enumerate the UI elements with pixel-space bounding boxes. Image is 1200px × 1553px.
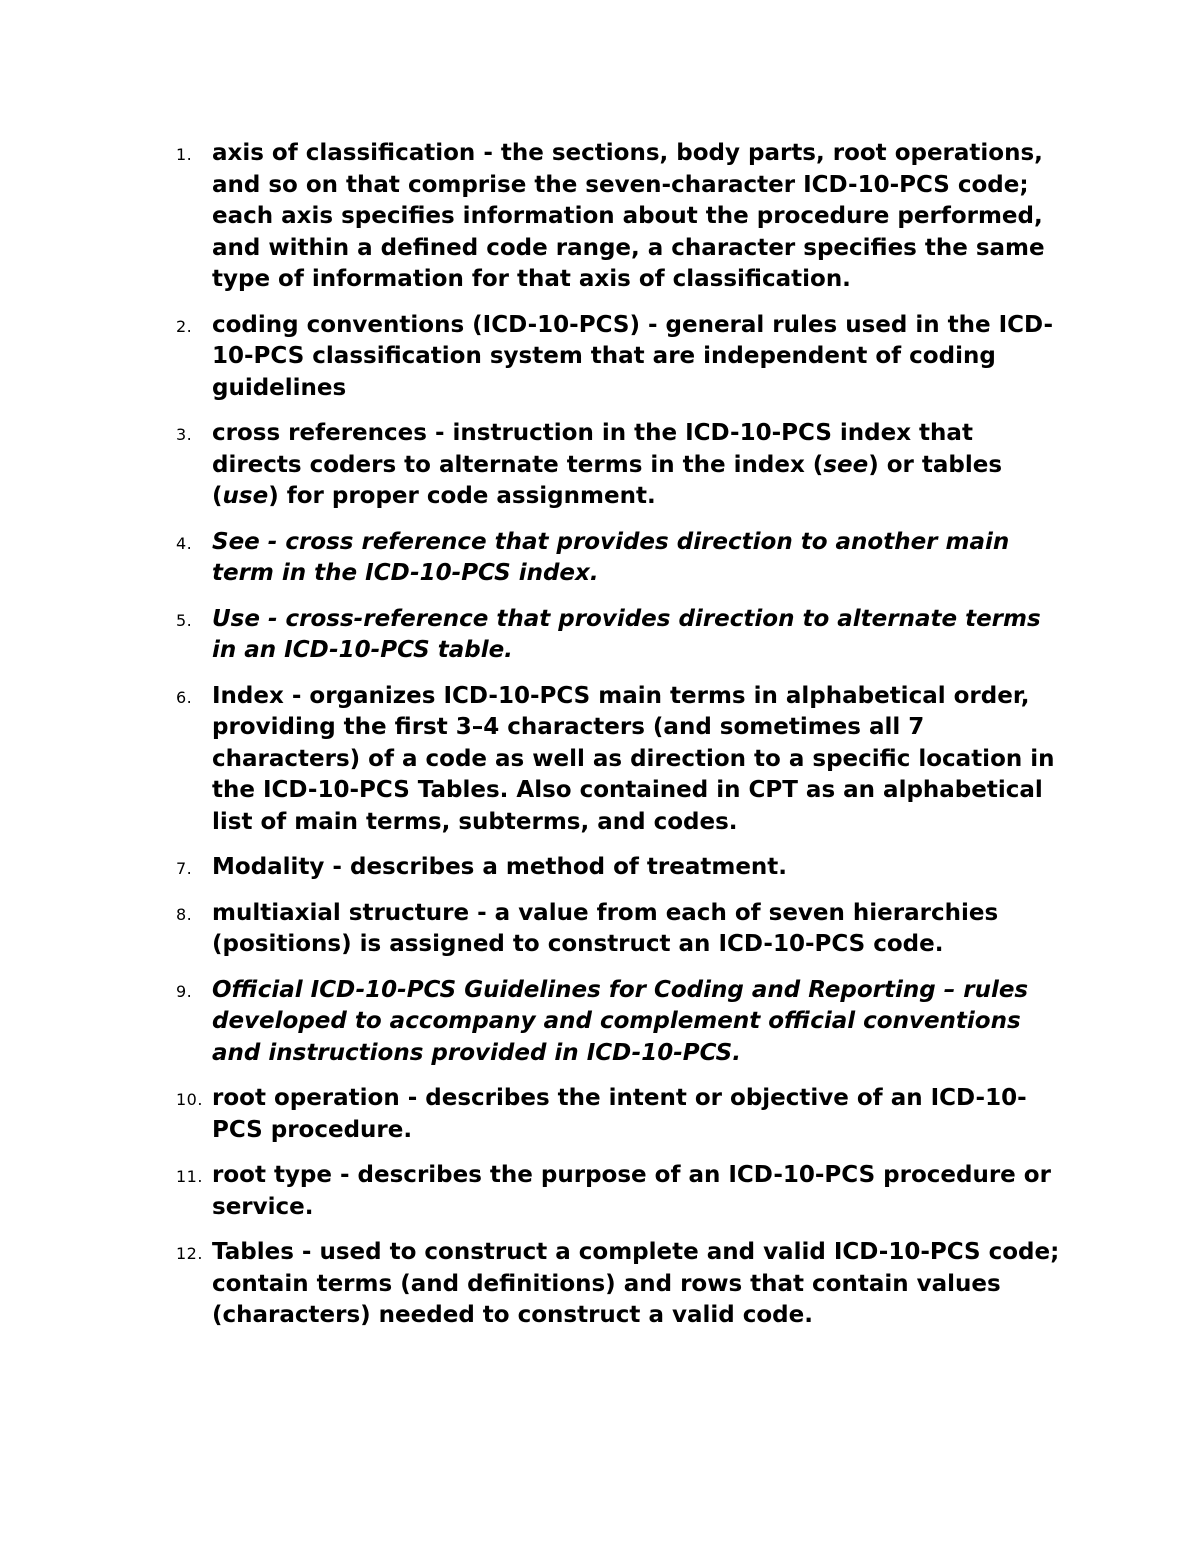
glossary-entry-see	[160, 527, 1060, 590]
list-number: 12.	[176, 1244, 203, 1263]
entry-text-emphasis: see	[823, 451, 869, 478]
glossary-entry-root-operation	[160, 1083, 1060, 1146]
entry-text-part: cross references - instruction in the ICD-10-PCS index that directs coders to alternate terms in the index (	[212, 420, 973, 478]
list-number: 2.	[176, 316, 193, 336]
glossary-list	[160, 138, 1060, 1346]
glossary-entry-coding-conventions	[160, 310, 1060, 405]
entry-text: root type - describes the purpose of an ICD-10-PCS procedure or service.	[212, 1162, 1051, 1220]
entry-text: root operation - describes the intent or objective of an ICD-10-PCS procedure.	[212, 1085, 1027, 1143]
glossary-entry-multiaxial-structure	[160, 898, 1060, 961]
glossary-entry-tables	[160, 1237, 1060, 1332]
entry-text: See - cross reference that provides direction to another main term in the ICD-10-PCS index.	[212, 528, 1010, 586]
glossary-entry-modality	[160, 852, 1060, 884]
glossary-entry-cross-references	[160, 418, 1060, 513]
glossary-entry-root-type	[160, 1160, 1060, 1223]
glossary-entry-official-guidelines	[160, 975, 1060, 1070]
list-number: 11.	[176, 1167, 203, 1186]
entry-text: multiaxial structure - a value from each of seven hierarchies (positions) is assigned to construct an ICD-10-PCS code.	[212, 899, 999, 957]
entry-text: Tables - used to construct a complete and valid ICD-10-PCS code; contain terms (and definitions) and rows that contain values (characters) needed to construct a valid code.	[212, 1239, 1060, 1328]
entry-text-part: ) or tables (	[212, 451, 1003, 509]
list-number: 8.	[176, 904, 193, 924]
list-number: 3.	[176, 425, 193, 444]
entry-text: axis of classification - the sections, body parts, root operations, and so on that comprise the seven-character ICD-10-PCS code; each axis specifies information about the procedure performed, and within a defined code range, a character specifies the same type of information for that axis of classification.	[212, 140, 1045, 292]
entry-text-part: ) for proper code assignment.	[268, 483, 656, 509]
entry-text: Modality - describes a method of treatment.	[212, 854, 788, 880]
entry-text: coding conventions (ICD-10-PCS) - general rules used in the ICD-10-PCS classification system that are independent of coding guidelines	[212, 311, 1054, 401]
entry-text: Index - organizes ICD-10-PCS main terms in alphabetical order, providing the first 3–4 characters (and sometimes all 7 characters) of a code as well as direction to a specific location in the ICD-10-PCS Tables. Also contained in CPT as an alphabetical list of main terms, subterms, and codes.	[212, 682, 1055, 835]
glossary-entry-use	[160, 604, 1060, 667]
entry-text: Official ICD-10-PCS Guidelines for Coding and Reporting – rules developed to accompany and complement official conventions and instructions provided in ICD-10-PCS.	[212, 976, 1029, 1066]
list-number: 1.	[176, 145, 193, 164]
list-number: 10.	[176, 1090, 203, 1109]
glossary-entry-axis-of-classification	[160, 138, 1060, 296]
list-number: 9.	[176, 981, 193, 1001]
entry-text	[212, 420, 1002, 509]
list-number: 6.	[176, 687, 193, 707]
entry-text-emphasis: use	[222, 483, 269, 509]
glossary-entry-index	[160, 681, 1060, 839]
entry-text: Use - cross-reference that provides direction to alternate terms in an ICD-10-PCS table.	[212, 605, 1041, 663]
list-number: 7.	[176, 859, 193, 878]
list-number: 5.	[176, 610, 193, 630]
list-number: 4.	[176, 533, 193, 553]
